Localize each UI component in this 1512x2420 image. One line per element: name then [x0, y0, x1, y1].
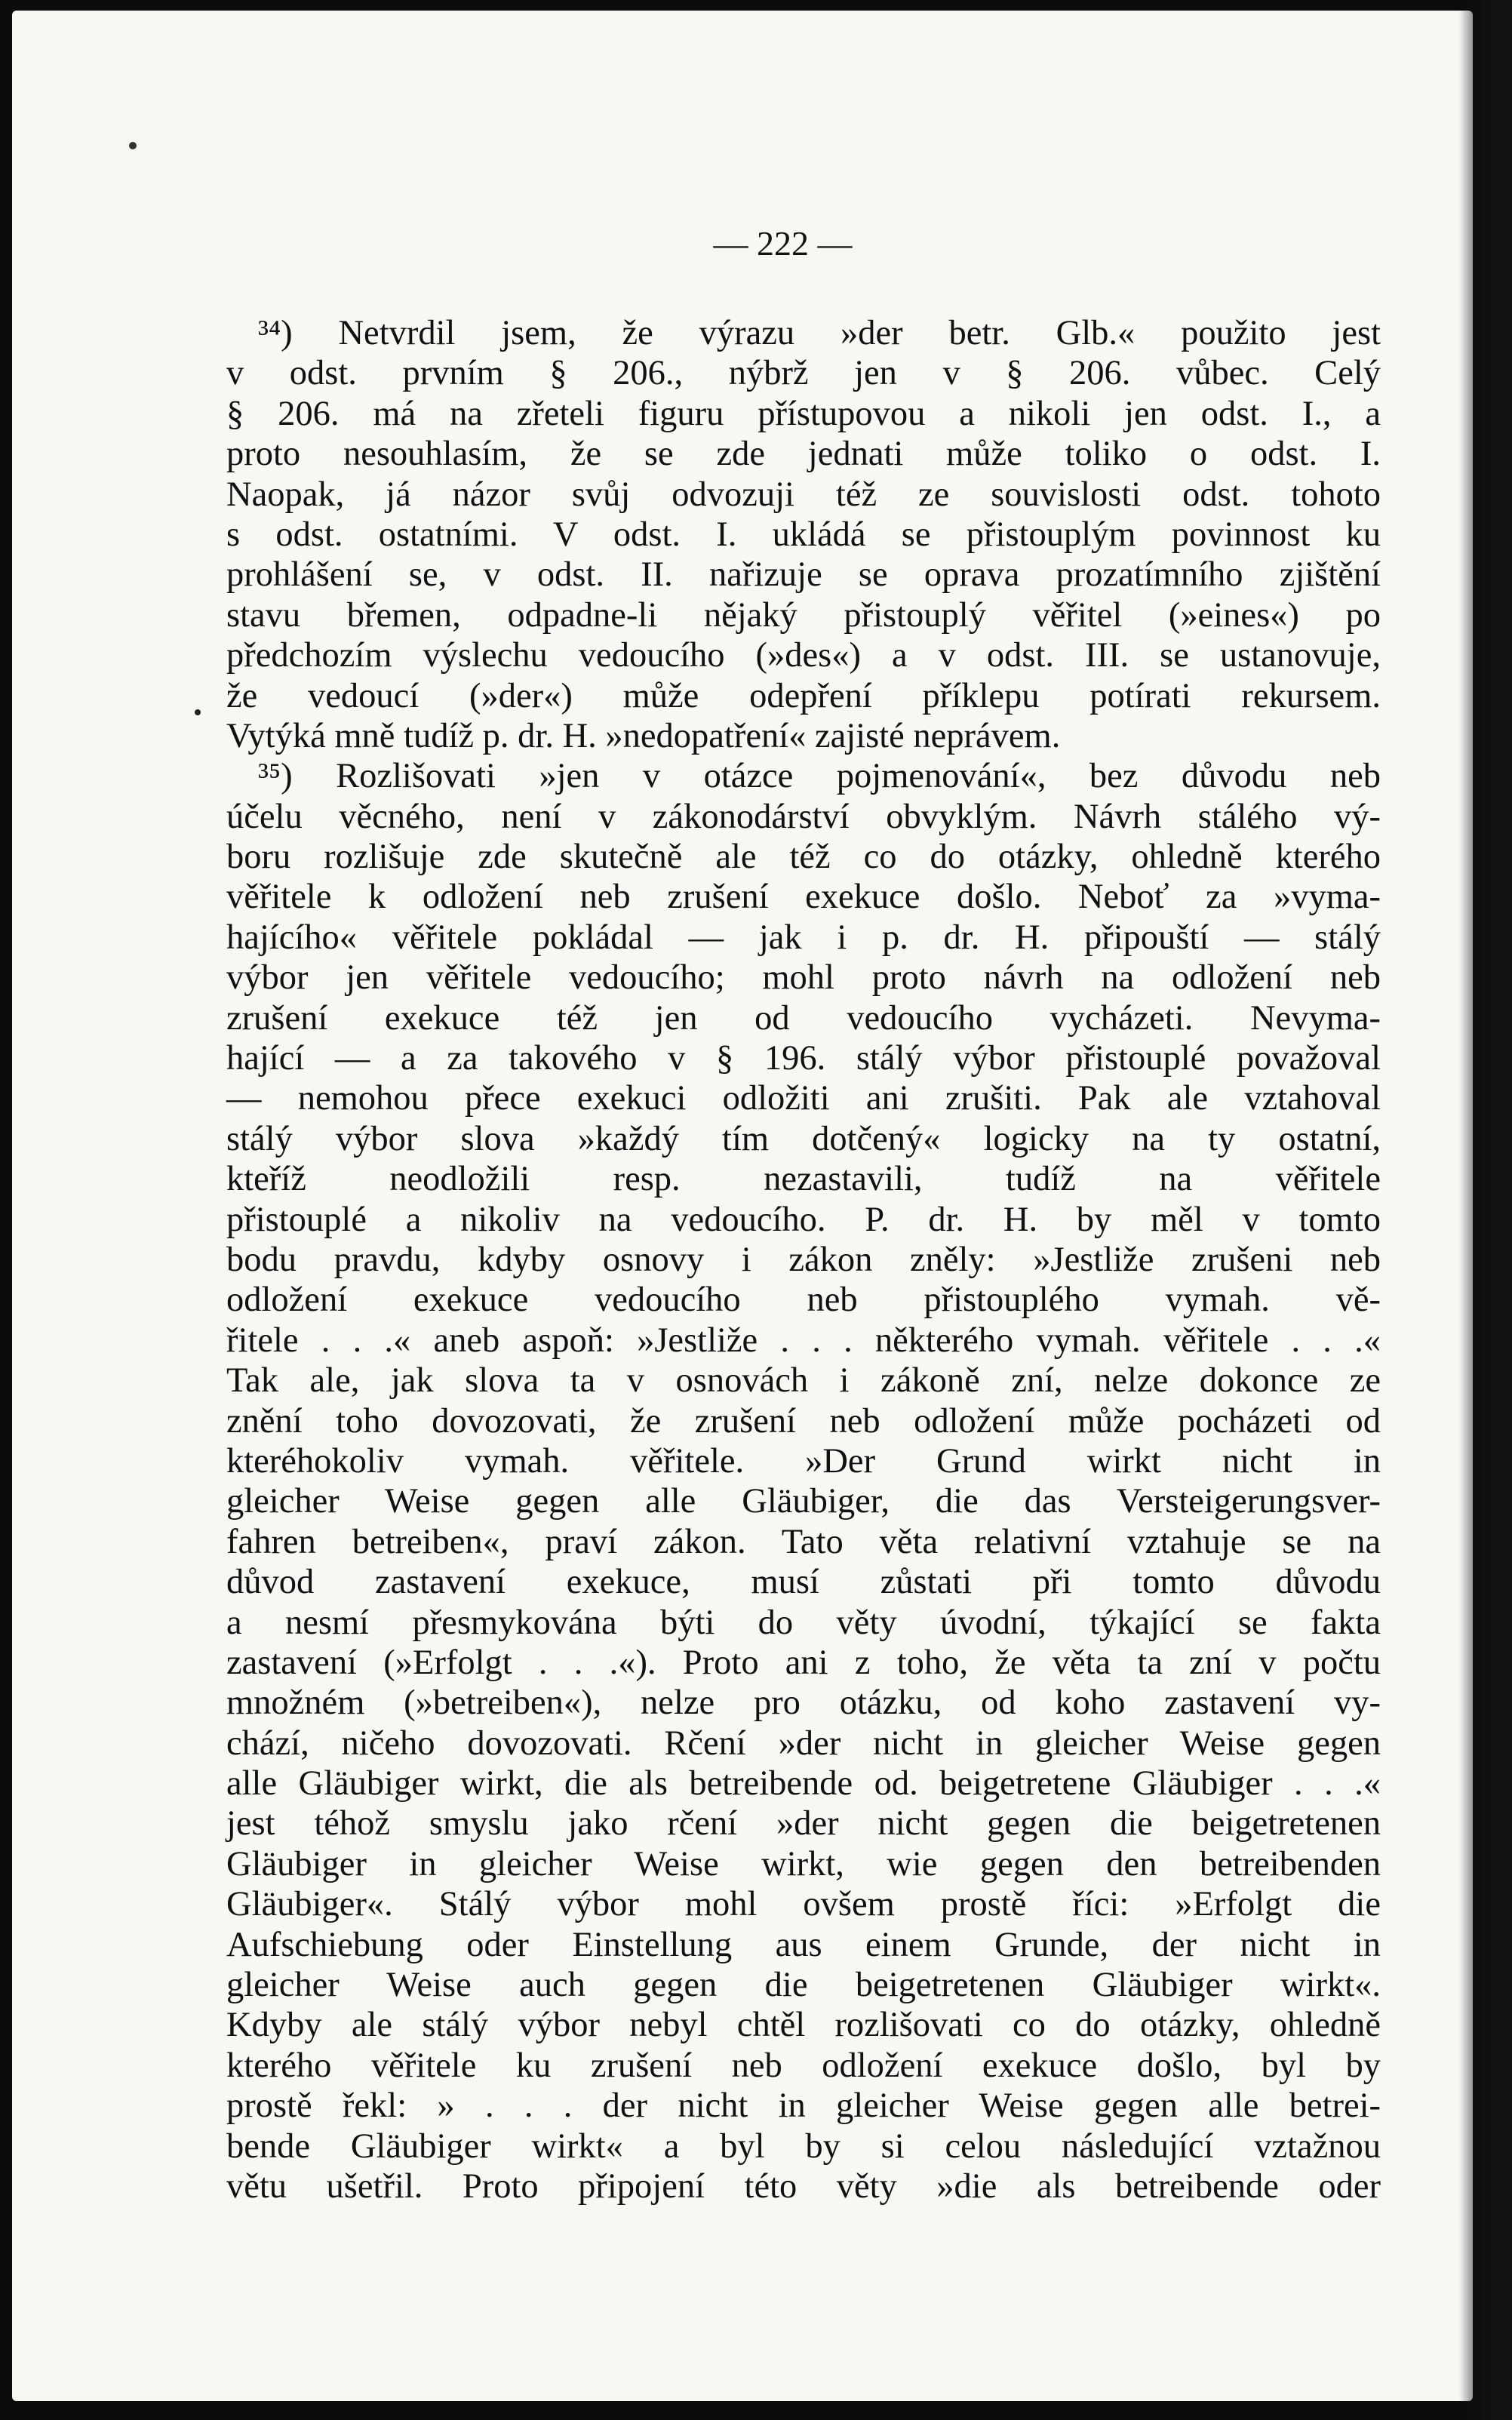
text-line: bende Gläubiger wirkt« a byl by si celou následující vztažnou — [226, 2126, 1381, 2166]
text-line: hajícího« věřitele pokládal — jak i p. dr. H. připouští — stálý — [226, 918, 1381, 957]
text-line: v odst. prvním § 206., nýbrž jen v § 206. vůbec. Celý — [226, 354, 1381, 393]
text-line: proto nesouhlasím, že se zde jednati může toliko o odst. I. — [226, 435, 1381, 474]
ink-speck — [129, 142, 137, 149]
text-line: předchozím výslechu vedoucího (»des«) a v odst. III. se ustanovuje, — [226, 636, 1381, 675]
text-line: chází, ničeho dovozovati. Rčení »der nicht in gleicher Weise gegen — [226, 1724, 1381, 1763]
text-line: řitele . . .« aneb aspoň: »Jestliže . . . některého vymah. věřitele . . .« — [226, 1321, 1381, 1360]
text-line: — nemohou přece exekuci odložiti ani zrušiti. Pak ale vztahoval — [226, 1079, 1381, 1118]
text-line: boru rozlišuje zde skutečně ale též co do otázky, ohledně kterého — [226, 838, 1381, 877]
text-line: prohlášení se, v odst. II. nařizuje se oprava prozatímního zjištění — [226, 555, 1381, 595]
text-line: Naopak, já názor svůj odvozuji též ze souvislosti odst. tohoto — [226, 475, 1381, 514]
text-line: znění toho dovozovati, že zrušení neb odložení může pocházeti od — [226, 1401, 1381, 1441]
text-line: ³⁴) Netvrdil jsem, že výrazu »der betr. Glb.« použito jest — [258, 314, 1381, 352]
text-line: zastavení (»Erfolgt . . .«). Proto ani z toho, že věta ta zní v počtu — [226, 1643, 1381, 1682]
text-line: větu ušetřil. Proto připojení této věty »die als betreibende oder — [226, 2166, 1381, 2206]
binding-edge-shadow — [1459, 0, 1512, 2420]
text-line: Gläubiger in gleicher Weise wirkt, wie gegen den betreibenden — [226, 1844, 1381, 1883]
text-line: účelu věcného, není v zákonodárství obvyklým. Návrh stálého vý- — [226, 797, 1381, 836]
text-line: hající — a za takového v § 196. stálý výbor přistouplé považoval — [226, 1039, 1381, 1078]
text-line: kteréhokoliv vymah. věřitele. »Der Grund wirkt nicht in — [226, 1441, 1381, 1481]
text-line: gleicher Weise auch gegen die beigetretenen Gläubiger wirkt«. — [226, 1966, 1381, 2005]
text-line: Aufschiebung oder Einstellung aus einem Grunde, der nicht in — [226, 1925, 1381, 1964]
text-line: kteříž neodložili resp. nezastavili, tudíž na věřitele — [226, 1160, 1381, 1199]
text-line: alle Gläubiger wirkt, die als betreibende od. beigetretene Gläubiger . . .« — [226, 1764, 1381, 1803]
text-line: důvod zastavení exekuce, musí zůstati při tomto důvodu — [226, 1563, 1381, 1602]
text-line: množném (»betreiben«), nelze pro otázku, od koho zastavení vy- — [226, 1684, 1381, 1723]
margin-mark — [195, 709, 201, 715]
page-number: — 222 — — [713, 224, 853, 263]
text-line: odložení exekuce vedoucího neb přistouplého vymah. vě- — [226, 1281, 1381, 1320]
text-line: Kdyby ale stálý výbor nebyl chtěl rozlišovati co do otázky, ohledně — [226, 2006, 1381, 2045]
text-line: stálý výbor slova »každý tím dotčený« logicky na ty ostatní, — [226, 1119, 1381, 1158]
text-line: § 206. má na zřeteli figuru přístupovou a nikoli jen odst. I., a — [226, 394, 1381, 433]
text-line: zrušení exekuce též jen od vedoucího vycházeti. Nevyma- — [226, 998, 1381, 1038]
text-line: bodu pravdu, kdyby osnovy i zákon zněly: »Jestliže zrušeni neb — [226, 1240, 1381, 1279]
text-line: prostě řekl: » . . . der nicht in gleicher Weise gegen alle betrei- — [226, 2086, 1381, 2126]
text-line: přistouplé a nikoliv na vedoucího. P. dr. H. by měl v tomto — [226, 1200, 1381, 1239]
text-line: kterého věřitele ku zrušení neb odložení exekuce došlo, byl by — [226, 2046, 1381, 2085]
text-line: ³⁵) Rozlišovati »jen v otázce pojmenování«, bez důvodu neb — [258, 757, 1381, 796]
text-line: a nesmí přesmykována býti do věty úvodní, týkající se fakta — [226, 1603, 1381, 1642]
footnote-text-block — [226, 313, 1381, 2206]
text-line: fahren betreiben«, praví zákon. Tato věta relativní vztahuje se na — [226, 1522, 1381, 1561]
text-line: Tak ale, jak slova ta v osnovách i zákoně zní, nelze dokonce ze — [226, 1361, 1381, 1401]
text-line: že vedoucí (»der«) může odepření příklepu potírati rekursem. — [226, 676, 1381, 715]
text-line: věřitele k odložení neb zrušení exekuce došlo. Neboť za »vyma- — [226, 878, 1381, 917]
text-line: Gläubiger«. Stálý výbor mohl ovšem prostě říci: »Erfolgt die — [226, 1885, 1381, 1924]
text-line: stavu břemen, odpadne-li nějaký přistouplý věřitel (»eines«) po — [226, 595, 1381, 635]
text-line: gleicher Weise gegen alle Gläubiger, die das Versteigerungsver- — [226, 1482, 1381, 1521]
text-line: jest téhož smyslu jako rčení »der nicht gegen die beigetretenen — [226, 1804, 1381, 1843]
text-line: s odst. ostatními. V odst. I. ukládá se přistouplým povinnost ku — [226, 515, 1381, 554]
text-line: výbor jen věřitele vedoucího; mohl proto návrh na odložení neb — [226, 958, 1381, 998]
text-line: Vytýká mně tudíž p. dr. H. »nedopatření« zajisté neprávem. — [226, 716, 1061, 755]
